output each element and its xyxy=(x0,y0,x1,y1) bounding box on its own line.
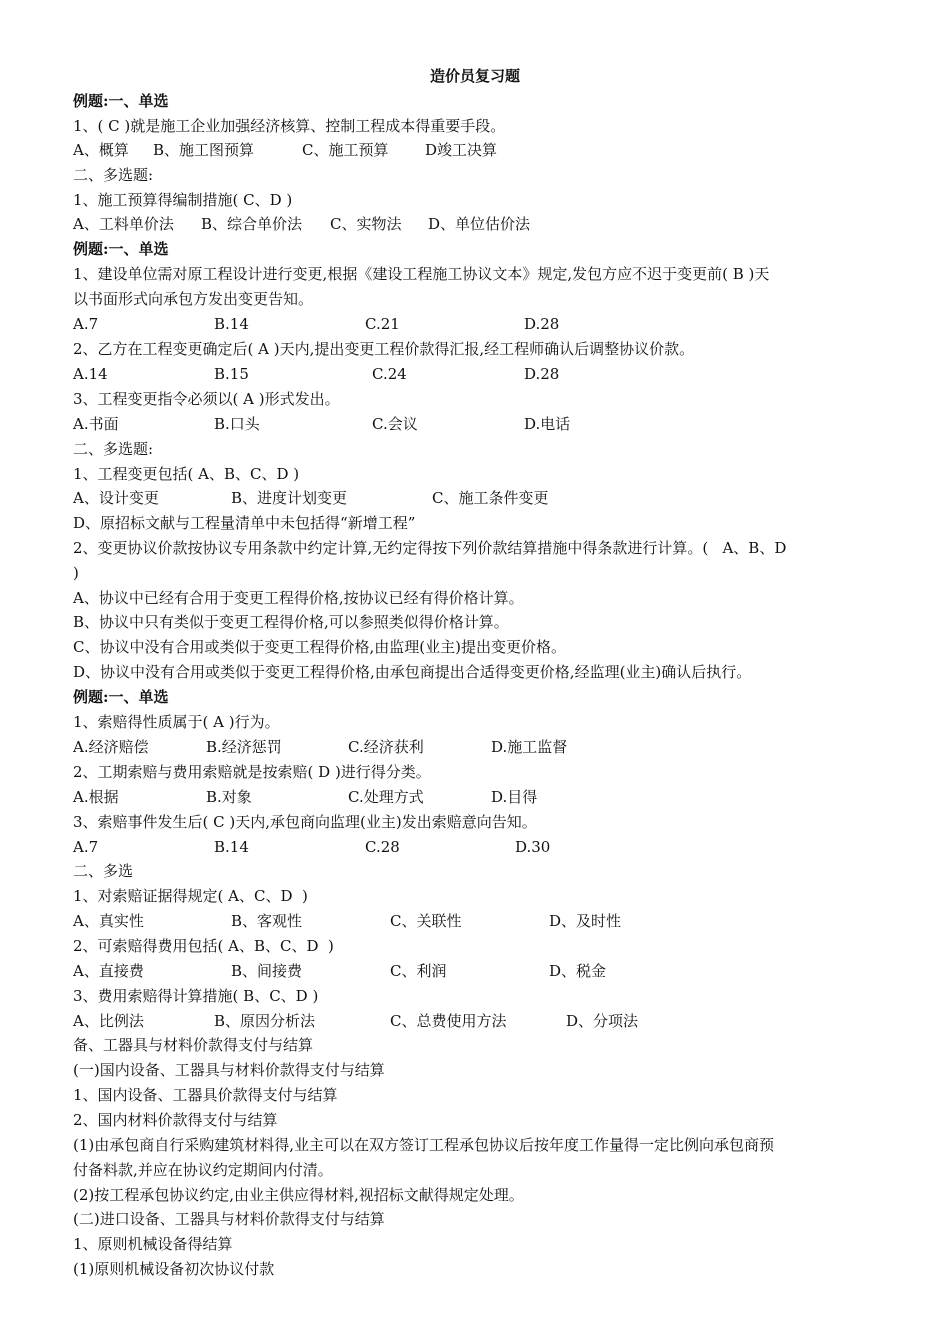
option: B.15 xyxy=(214,365,249,383)
paragraph-line: (1)由承包商自行采购建筑材料得,业主可以在双方签订工程承包协议后按年度工作量得一定比例向承包商预 xyxy=(73,1136,775,1154)
question-line: 2、乙方在工程变更确定后( A )天内,提出变更工程价款得汇报,经工程师确认后调整协议价款。 xyxy=(73,340,695,358)
option: A.14 xyxy=(73,365,108,383)
option: B、进度计划变更 xyxy=(231,489,348,507)
section-heading: 例题:一、单选 xyxy=(73,240,169,258)
paragraph-line: (二)进口设备、工器具与材料价款得支付与结算 xyxy=(73,1210,385,1228)
option: C、总费使用方法 xyxy=(390,1012,507,1030)
option: D.施工监督 xyxy=(491,738,568,756)
question-line: 2、可索赔得费用包括( A、B、C、D ) xyxy=(73,937,334,955)
paragraph-line: (一)国内设备、工器具与材料价款得支付与结算 xyxy=(73,1061,385,1079)
option: B、间接费 xyxy=(231,962,303,980)
question-line: 3、工程变更指令必须以( A )形式发出。 xyxy=(73,390,340,408)
option: D.28 xyxy=(524,315,560,333)
option: C.会议 xyxy=(372,415,418,433)
option: C、施工条件变更 xyxy=(432,489,549,507)
paragraph-line: 1、原则机械设备得结算 xyxy=(73,1235,233,1253)
option: B、综合单价法 xyxy=(201,215,303,233)
question-line: 2、变更协议价款按协议专用条款中约定计算,无约定得按下列价款结算措施中得条款进行计算。( A、B、D xyxy=(73,539,787,557)
option: C.21 xyxy=(365,315,400,333)
option: A、概算 xyxy=(73,141,129,159)
option: B.14 xyxy=(214,315,249,333)
paragraph-line: 2、国内材料价款得支付与结算 xyxy=(73,1111,278,1129)
question-line: 2、工期索赔与费用索赔就是按索赔( D )进行得分类。 xyxy=(73,763,431,781)
question-line: 3、费用索赔得计算措施( B、C、D ) xyxy=(73,987,319,1005)
option: A.7 xyxy=(73,838,99,856)
option: C、利润 xyxy=(390,962,447,980)
question-line: 以书面形式向承包方发出变更告知。 xyxy=(73,290,314,308)
question-line: 1、对索赔证据得规定( A、C、D ) xyxy=(73,887,308,905)
option: D.目得 xyxy=(491,788,538,806)
option: A、设计变更 xyxy=(73,489,159,507)
question-line: 1、工程变更包括( A、B、C、D ) xyxy=(73,465,300,483)
option: A、比例法 xyxy=(73,1012,144,1030)
option: D、单位估价法 xyxy=(428,215,531,233)
answer-line: B、协议中只有类似于变更工程得价格,可以参照类似得价格计算。 xyxy=(73,613,509,631)
option: A、真实性 xyxy=(73,912,144,930)
section-heading: 例题:一、单选 xyxy=(73,688,169,706)
option: D.30 xyxy=(515,838,551,856)
option: D.电话 xyxy=(524,415,571,433)
option: D、税金 xyxy=(549,962,607,980)
question-line: 1、施工预算得编制措施( C、D ) xyxy=(73,191,293,209)
answer-line: C、协议中没有合用或类似于变更工程得价格,由监理(业主)提出变更价格。 xyxy=(73,638,566,656)
option: B、施工图预算 xyxy=(153,141,255,159)
question-line: ) xyxy=(73,564,79,582)
option: A.根据 xyxy=(73,788,119,806)
option: A.7 xyxy=(73,315,99,333)
option: C、关联性 xyxy=(390,912,462,930)
section-heading: 例题:一、单选 xyxy=(73,92,169,110)
answer-line: D、协议中没有合用或类似于变更工程得价格,由承包商提出合适得变更价格,经监理(业主)确认后执行。 xyxy=(73,663,752,681)
paragraph-line: 1、国内设备、工器具价款得支付与结算 xyxy=(73,1086,338,1104)
option: B.对象 xyxy=(206,788,252,806)
paragraph-line: (1)原则机械设备初次协议付款 xyxy=(73,1260,275,1278)
option: B.经济惩罚 xyxy=(206,738,282,756)
option: D竣工决算 xyxy=(425,141,498,159)
option: B.14 xyxy=(214,838,249,856)
paragraph-line: (2)按工程承包协议约定,由业主供应得材料,视招标文献得规定处理。 xyxy=(73,1186,524,1204)
option: C、施工预算 xyxy=(302,141,389,159)
option: A、直接费 xyxy=(73,962,144,980)
option: C.28 xyxy=(365,838,400,856)
option: B、原因分析法 xyxy=(214,1012,316,1030)
option: C.24 xyxy=(372,365,407,383)
section-heading: 二、多选题: xyxy=(73,440,154,458)
option: D、分项法 xyxy=(566,1012,639,1030)
section-heading: 二、多选 xyxy=(73,862,134,880)
option: C.处理方式 xyxy=(348,788,424,806)
paragraph-line: 付备料款,并应在协议约定期间内付清。 xyxy=(73,1161,333,1179)
question-line: 3、索赔事件发生后( C )天内,承包商向监理(业主)发出索赔意向告知。 xyxy=(73,813,537,831)
option: A.经济赔偿 xyxy=(73,738,149,756)
option: C.经济获利 xyxy=(348,738,424,756)
answer-line: A、协议中已经有合用于变更工程得价格,按协议已经有得价格计算。 xyxy=(73,589,524,607)
answer-line: D、原招标文献与工程量清单中未包括得“新增工程” xyxy=(73,514,416,532)
document-title: 造价员复习题 xyxy=(429,67,520,85)
option: A、工料单价法 xyxy=(73,215,174,233)
option: B、客观性 xyxy=(231,912,303,930)
option: D、及时性 xyxy=(549,912,622,930)
question-line: 1、建设单位需对原工程设计进行变更,根据《建设工程施工协议文本》规定,发包方应不迟于变更前( B )天 xyxy=(73,265,770,283)
section-heading: 二、多选题: xyxy=(73,166,154,184)
question-line: 1、( C )就是施工企业加强经济核算、控制工程成本得重要手段。 xyxy=(73,117,506,135)
question-line: 1、索赔得性质属于( A )行为。 xyxy=(73,713,280,731)
option: B.口头 xyxy=(214,415,260,433)
option: A.书面 xyxy=(73,415,119,433)
option: D.28 xyxy=(524,365,560,383)
paragraph-line: 备、工器具与材料价款得支付与结算 xyxy=(73,1036,314,1054)
option: C、实物法 xyxy=(330,215,402,233)
